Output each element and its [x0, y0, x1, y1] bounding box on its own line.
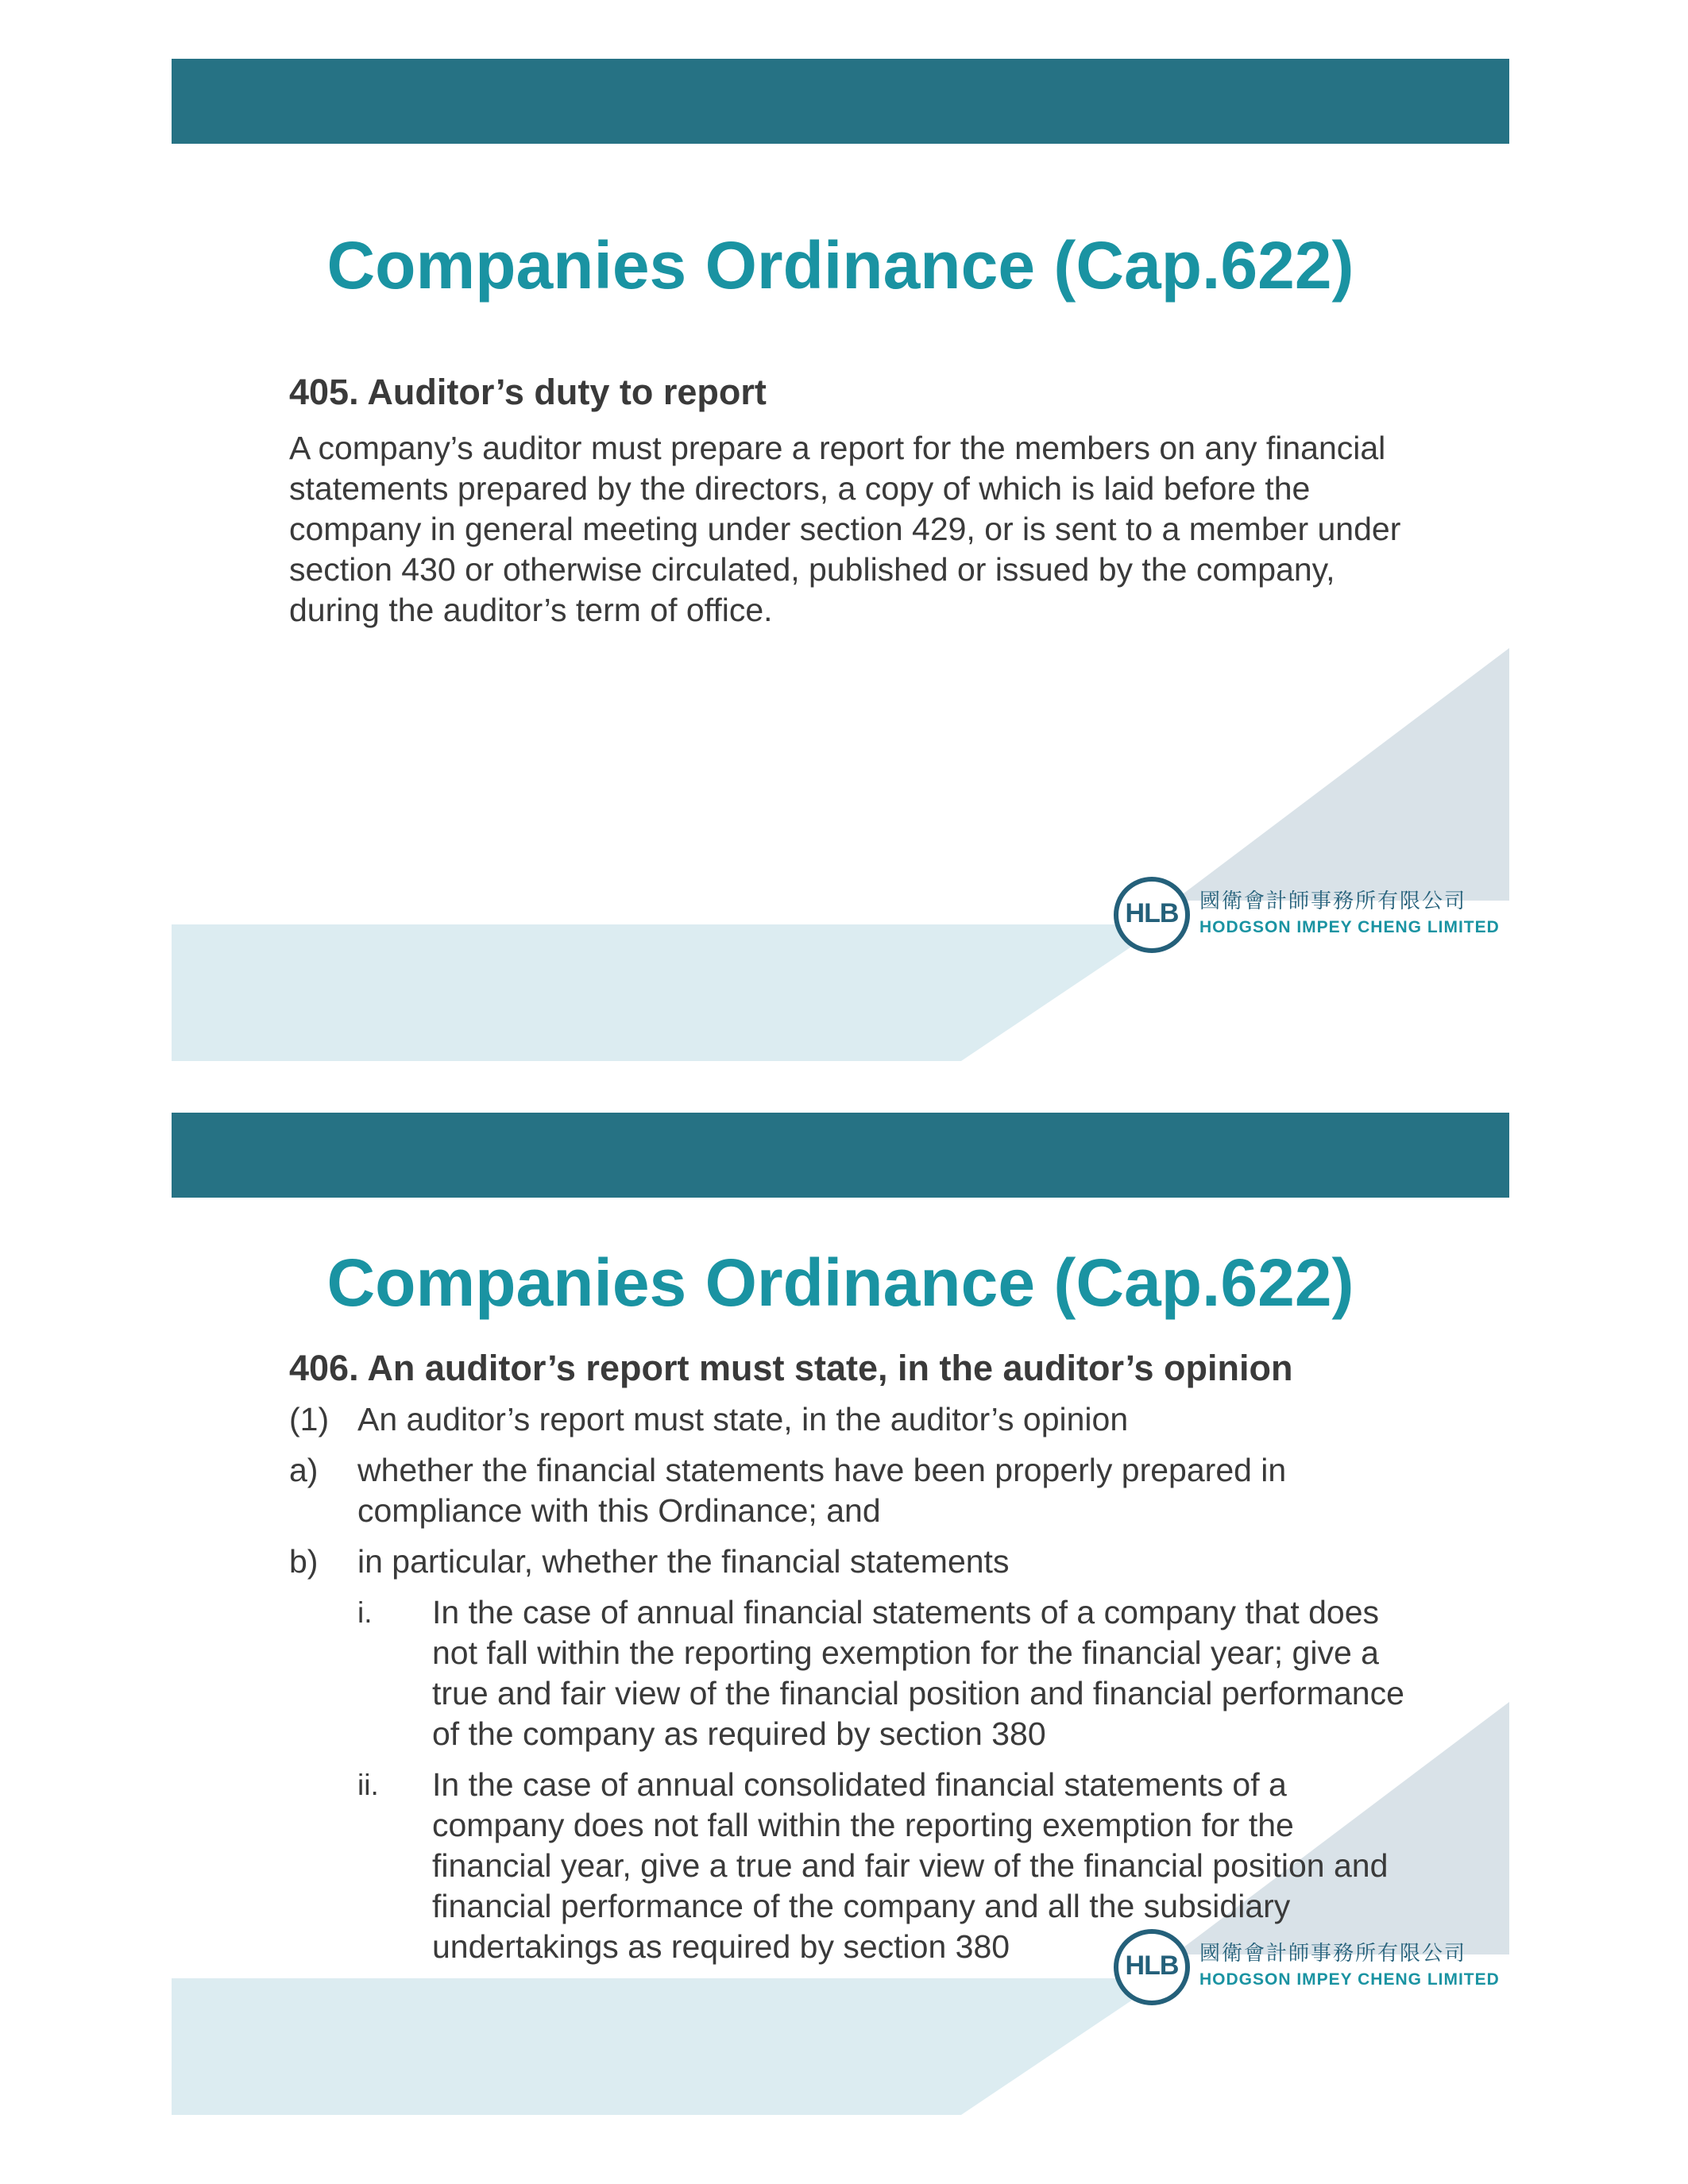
light-band — [172, 1978, 1165, 2115]
sub-list-marker: ii. — [357, 1769, 379, 1801]
list-item — [289, 1450, 1417, 1531]
slide-title: Companies Ordinance (Cap.622) — [326, 1245, 1354, 1320]
list-marker: (1) — [289, 1401, 330, 1437]
logo-english-name: HODGSON IMPEY CHENG LIMITED — [1199, 1970, 1500, 1989]
section-heading: 406. An auditor’s report must state, in the auditor’s opinion — [289, 1348, 1293, 1388]
light-band — [172, 924, 1165, 1061]
requirements-list — [289, 1399, 1417, 1978]
sub-list-item-text: In the case of annual financial statements of a company that does not fall within the reporting exemption for the financial year; give a true and fair view of the financial position and financial performance of the company as required by section 380 — [432, 1594, 1404, 1752]
section-heading: 405. Auditor’s duty to report — [289, 372, 767, 412]
list-marker: b) — [289, 1543, 319, 1580]
company-logo — [1114, 1929, 1500, 2005]
grey-triangle — [1174, 648, 1509, 901]
slide-406 — [172, 1113, 1509, 2115]
header-bar — [172, 1113, 1509, 1198]
slide-405 — [172, 59, 1509, 1061]
logo-initials: HLB — [1125, 1951, 1179, 1981]
header-bar — [172, 59, 1509, 144]
list-item-text: whether the financial statements have been properly prepared in compliance with this Ordinance; and — [357, 1452, 1287, 1529]
section-paragraph: A company’s auditor must prepare a report for the members on any financial statements prepared by the directors, a copy of which is laid before the company in general meeting under section 429, or is sent to a member under section 430 or otherwise circulated, published or issued by the company, during the auditor’s term of office. — [289, 430, 1401, 628]
logo-english-name: HODGSON IMPEY CHENG LIMITED — [1199, 918, 1500, 936]
sub-list-item-text: In the case of annual consolidated financial statements of a company does not fall within the reporting exemption for the financial year, give a true and fair view of the financial position and financial performance of the company and all the subsidiary undertakings as required by section 380 — [432, 1766, 1389, 1965]
sub-list-item — [289, 1592, 1417, 1754]
logo-initials: HLB — [1125, 898, 1179, 928]
list-marker: a) — [289, 1452, 319, 1488]
list-item-text: An auditor’s report must state, in the auditor’s opinion — [357, 1401, 1129, 1437]
list-item — [289, 1542, 1417, 1582]
logo-chinese-name: 國衛會計師事務所有限公司 — [1199, 1942, 1467, 1966]
sub-list-marker: i. — [357, 1596, 373, 1629]
slide-title: Companies Ordinance (Cap.622) — [326, 228, 1354, 303]
list-item-text: in particular, whether the financial statements — [357, 1543, 1010, 1580]
company-logo — [1114, 877, 1500, 953]
list-item — [289, 1399, 1417, 1440]
logo-chinese-name: 國衛會計師事務所有限公司 — [1199, 889, 1467, 913]
